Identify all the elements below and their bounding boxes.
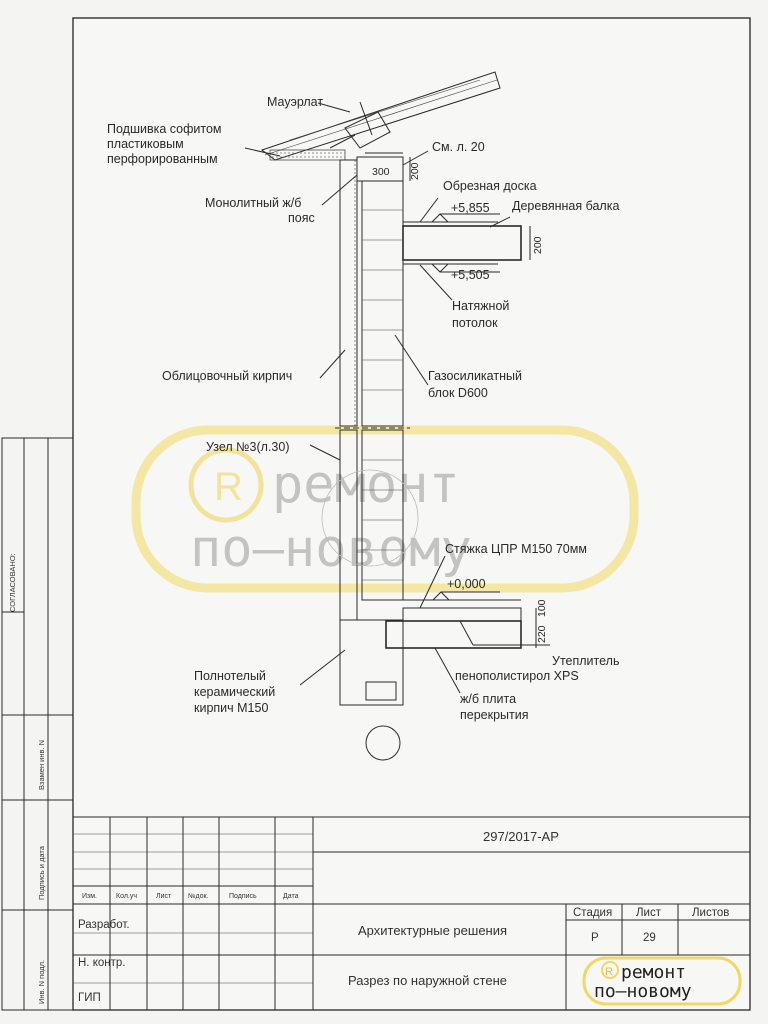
sheets-header: Листов <box>692 907 730 919</box>
watermark-line1: ремонт <box>272 455 460 515</box>
stage-value: Р <box>591 932 599 944</box>
watermark-line2: по—новому <box>190 519 472 579</box>
label-solid-brick-1: Полнотелый <box>194 669 266 683</box>
label-insul-2: пенополистирол XPS <box>455 669 579 683</box>
label-facing-brick: Облицовочный кирпич <box>162 369 293 383</box>
label-node: Узел №3(л.30) <box>206 440 290 454</box>
label-solid-brick-3: кирпич М150 <box>194 701 269 715</box>
sheet-header: Лист <box>636 907 661 919</box>
left-binding-strip <box>2 438 73 1010</box>
level-zero: +0,000 <box>447 577 486 591</box>
label-screed: Стяжка ЦПР М150 70мм <box>445 542 587 556</box>
role-gip: ГИП <box>78 992 101 1004</box>
label-beam-belt-2: пояс <box>288 211 315 225</box>
inv-label: Инв. N подл. <box>37 959 46 1004</box>
label-slab-2: перекрытия <box>460 708 529 722</box>
label-beam-belt-1: Монолитный ж/б <box>205 196 302 210</box>
col-header-list: Лист <box>156 893 172 900</box>
watermark-mark: R <box>214 465 243 509</box>
label-soffit-2: пластиковым <box>107 137 184 151</box>
level-mid: +5,505 <box>451 268 490 282</box>
agreed-label: СОГЛАСОВАНО: <box>8 553 17 612</box>
label-mauerlat: Мауэрлат <box>267 95 324 109</box>
stage-header: Стадия <box>573 907 613 919</box>
sheet-title: Разрез по наружной стене <box>348 973 507 988</box>
label-board: Обрезная доска <box>443 179 537 193</box>
label-slab-1: ж/б плита <box>460 692 517 706</box>
role-developer: Разработ. <box>78 919 130 931</box>
label-soffit-3: перфорированным <box>107 152 218 166</box>
dim-200-top: 200 <box>409 162 421 180</box>
label-stretch-2: потолок <box>452 316 498 330</box>
label-gas-block-1: Газосиликатный <box>428 369 522 383</box>
col-header-kol: Кол.уч <box>116 893 137 900</box>
col-header-sign: Подпись <box>229 893 257 900</box>
level-top: +5,855 <box>451 201 490 215</box>
logo-mark: R <box>605 966 613 978</box>
col-header-izm: Изм. <box>82 893 97 900</box>
label-solid-brick-2: керамический <box>194 685 276 699</box>
role-control: Н. контр. <box>78 957 126 969</box>
dim-220: 220 <box>536 625 548 643</box>
sign-date-label: Подпись и дата <box>37 846 46 900</box>
label-soffit-1: Подшивка софитом <box>107 122 222 136</box>
logo-line2: по—новому <box>594 981 692 1002</box>
label-see-sheet: См. л. 20 <box>432 140 485 154</box>
sheet-value: 29 <box>643 932 656 944</box>
label-wood-beam: Деревянная балка <box>512 199 620 213</box>
col-header-doc: №док. <box>188 893 209 900</box>
section-title: Архитектурные решения <box>358 923 508 938</box>
doc-code: 297/2017-АР <box>483 829 559 844</box>
label-gas-block-2: блок D600 <box>428 386 488 400</box>
replace-inv-label: Взамен инв. N <box>37 739 46 790</box>
dim-200-beam: 200 <box>532 236 544 254</box>
dim-300: 300 <box>372 166 390 178</box>
label-stretch-1: Натяжной <box>452 299 510 313</box>
logo-line1: ремонт <box>621 962 687 983</box>
dim-100: 100 <box>536 599 548 617</box>
col-header-date: Дата <box>283 893 299 900</box>
label-insul-1: Утеплитель <box>552 654 620 668</box>
